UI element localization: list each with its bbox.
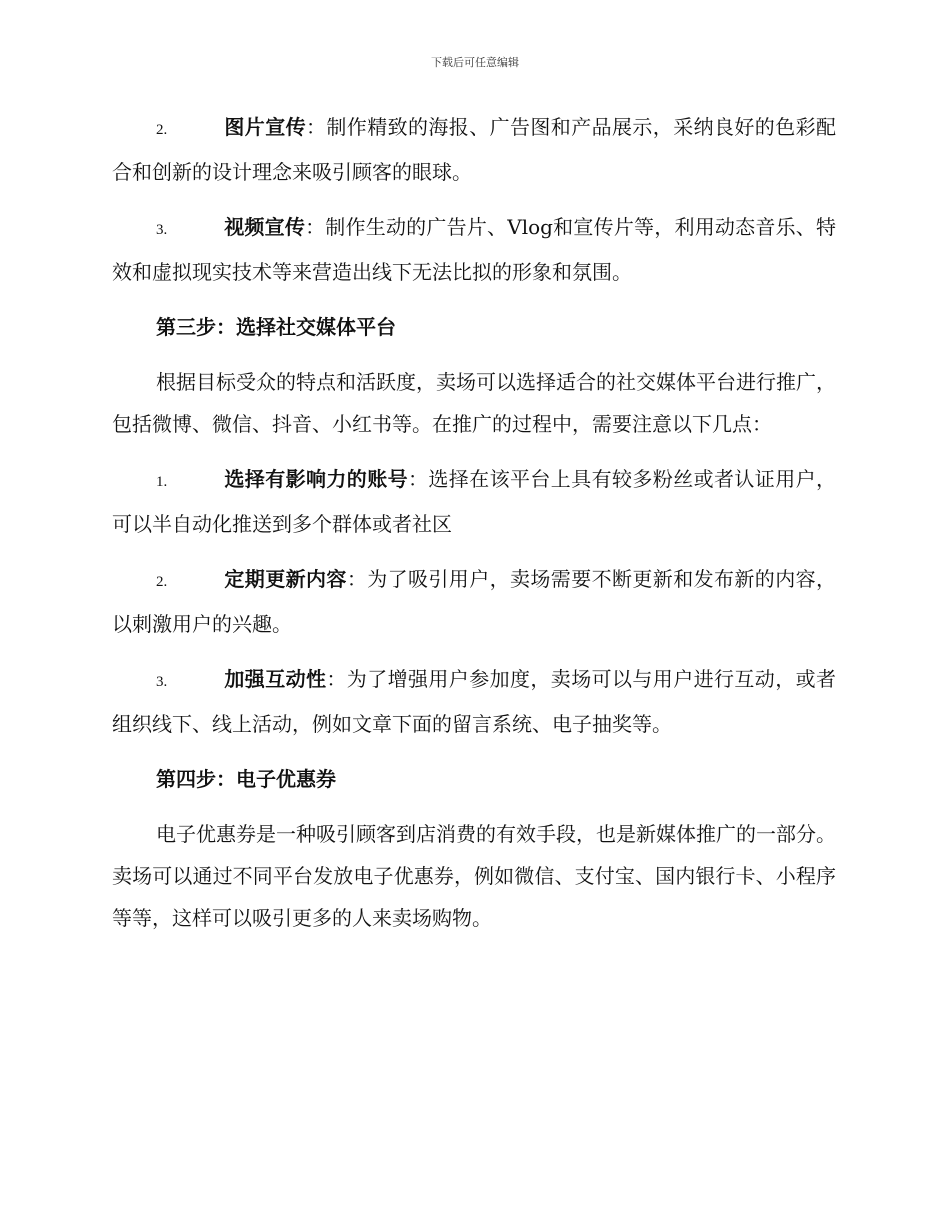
list-item-title: 选择有影响力的账号	[224, 467, 408, 491]
paragraph-step4: 电子优惠券是一种吸引顾客到店消费的有效手段，也是新媒体推广的一部分。卖场可以通过不同平台发放电子优惠券，例如微信、支付宝、国内银行卡、小程序等等，这样可以吸引更多的人来卖场购物。	[112, 822, 836, 930]
list-item-text: ：制作精致的海报、广告图和产品展示，采纳良好的色彩配合和创新的设计理念来吸引顾客的眼球。	[112, 115, 836, 184]
list-item-picture-promotion	[112, 106, 836, 193]
list-item-text: ：为了增强用户参加度，卖场可以与用户进行互动，或者组织线下、线上活动，例如文章下面的留言系统、电子抽奖等。	[112, 667, 837, 736]
list-item-title: 图片宣传	[224, 115, 306, 139]
list-number: 3.	[156, 222, 168, 238]
list-item-influential-account	[112, 458, 836, 545]
list-item-text: ：制作生动的广告片、Vlog和宣传片等，利用动态音乐、特效和虚拟现实技术等来营造出线下无法比拟的形象和氛围。	[112, 215, 837, 284]
list-item-interaction	[112, 658, 836, 745]
paragraph-step3: 根据目标受众的特点和活跃度，卖场可以选择适合的社交媒体平台进行推广，包括微博、微信、抖音、小红书等。在推广的过程中，需要注意以下几点：	[112, 370, 836, 436]
list-item-title: 视频宣传	[224, 215, 306, 239]
list-number: 1.	[156, 474, 168, 490]
list-item-title: 加强互动性	[224, 667, 327, 691]
page-header: 下载后可任意编辑	[431, 56, 519, 69]
list-item-text: ：选择在该平台上具有较多粉丝或者认证用户，可以半自动化推送到多个群体或者社区	[112, 467, 836, 536]
section-heading-step4: 第四步：电子优惠券	[156, 767, 336, 791]
list-number: 3.	[156, 674, 168, 690]
list-item-text: ：为了吸引用户，卖场需要不断更新和发布新的内容，以刺激用户的兴趣。	[112, 567, 837, 636]
list-item-regular-update	[112, 558, 836, 645]
list-item-title: 定期更新内容	[224, 567, 347, 591]
document-body	[112, 106, 836, 952]
section-heading-step3: 第三步：选择社交媒体平台	[156, 315, 396, 339]
list-number: 2.	[156, 574, 168, 590]
list-number: 2.	[156, 122, 168, 138]
list-item-video-promotion	[112, 206, 836, 293]
